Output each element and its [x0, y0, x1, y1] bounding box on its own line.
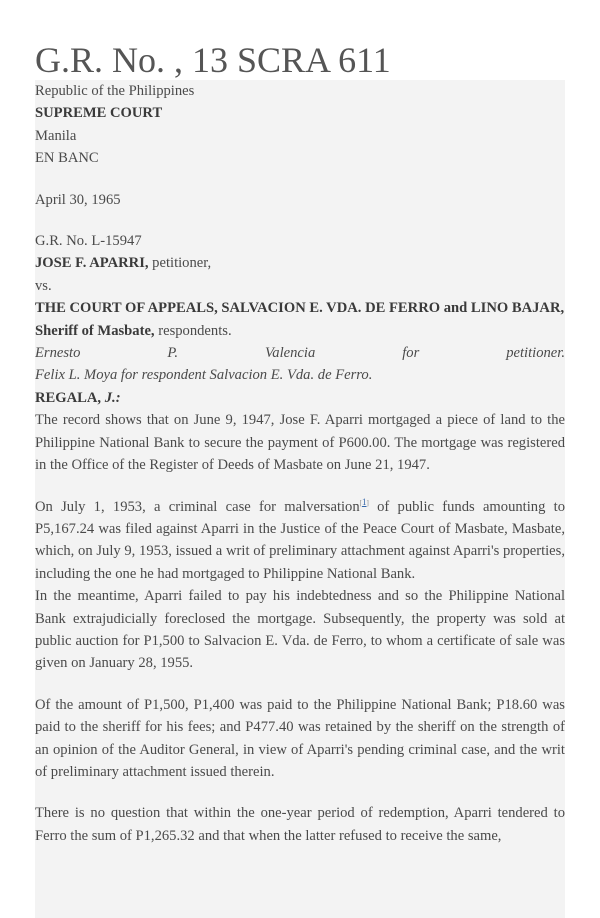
counsel-word: Ernesto [35, 345, 81, 362]
versus-line: vs. [35, 277, 52, 294]
spacer [35, 170, 565, 189]
document-body [35, 80, 565, 918]
footnote-bracket: ] [366, 498, 369, 507]
paragraph-text: of public funds amounting to P5,167.24 was filed against Aparri in the Justice of the Peace Court of Masbate, Masbate, which, on July 9, 1953, issued a writ of preliminary attachment against Aparri's properties, including the one he had mortgaged to Philippine National Bank. [35, 498, 565, 582]
respondents-line [35, 297, 565, 342]
respondents-role: respondents. [154, 322, 232, 339]
spacer [35, 211, 565, 230]
counsel-petitioner [35, 342, 565, 364]
petitioner-line [35, 252, 565, 274]
counsel-word: for [402, 345, 420, 362]
paragraph: There is no question that within the one-year period of redemption, Aparri tendered to Ferro the sum of P1,265.32 and that when the latter refused to receive the same, [35, 805, 565, 844]
paragraph: Of the amount of P1,500, P1,400 was paid to the Philippine National Bank; P18.60 was paid to the sheriff for his fees; and P477.40 was retained by the sheriff on the strength of an opinion of the Auditor General, in view of Aparri's pending criminal case, and the writ of preliminary attachment issued therein. [35, 696, 565, 780]
country-line: Republic of the Philippines [35, 83, 195, 99]
spacer [35, 675, 565, 694]
court-name: SUPREME COURT [35, 105, 163, 122]
counsel-respondent: Felix L. Moya for respondent Salvacion E. Vda. de Ferro. [35, 367, 373, 384]
paragraph-text: On July 1, 1953, a criminal case for malversation [35, 498, 360, 515]
respondents-name: THE COURT OF APPEALS, SALVACION E. VDA. DE FERRO and LINO BAJAR, Sheriff of Masbate, [35, 300, 565, 339]
spacer [35, 783, 565, 802]
footnote-link[interactable]: 1 [362, 496, 367, 507]
decision-date: April 30, 1965 [35, 191, 121, 208]
footnote-bracket: [ [359, 498, 362, 507]
ponente-name: REGALA, [35, 389, 102, 406]
paragraph [35, 496, 565, 586]
petitioner-name: JOSE F. APARRI, [35, 255, 149, 272]
counsel-word: petitioner. [506, 345, 565, 362]
petitioner-role: petitioner, [148, 255, 212, 272]
ponente-line [35, 387, 565, 409]
ponente-title: J.: [101, 389, 121, 406]
case-number: G.R. No. L-15947 [35, 233, 142, 250]
paragraph: In the meantime, Aparri failed to pay his indebtedness and so the Philippine National Bank extrajudicially foreclosed the mortgage. Subsequently, the property was sold at public auction for P1,500 to Salvacion E. Vda. de Ferro, to whom a certificate of sale was given on January 28, 1955. [35, 588, 565, 672]
counsel-word: P. [167, 345, 179, 362]
city-line: Manila [35, 127, 77, 144]
counsel-word: Valencia [265, 345, 316, 362]
page-title: G.R. No. , 13 SCRA 611 [35, 40, 391, 80]
division-line: EN BANC [35, 150, 99, 167]
spacer [35, 477, 565, 496]
paragraph: The record shows that on June 9, 1947, Jose F. Aparri mortgaged a piece of land to the Philippine National Bank to secure the payment of P600.00. The mortgage was registered in the Office of the Register of Deeds of Masbate on June 21, 1947. [35, 412, 565, 474]
